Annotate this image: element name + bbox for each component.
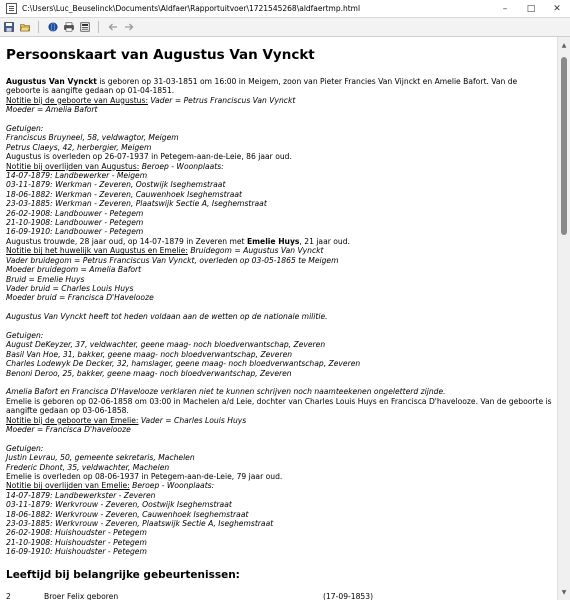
scroll-up-icon[interactable]: ▲ [561, 41, 567, 49]
residence-line: 14-07-1879: Landbewerkster - Zeveren [6, 490, 156, 500]
marriage-note-label: Notitie bij het huwelijk van Augustus en Emelie: [6, 246, 188, 256]
person-name: Augustus Van Vynckt [6, 77, 97, 86]
vertical-scrollbar[interactable] [557, 37, 570, 600]
intro-text: is geboren op 31-03-1851 om 16:00 in Meigem, zoon van Pieter Francies Van Vijnckt en Amelie Bafort. Van de geboorte is aangifte gedaan op 01-04-1851. [6, 77, 518, 96]
window-title: C:\Users\Luc_Beuselinck\Documents\Aldfaer\Rapportuitvoer\1721545268\aldfaertmp.html [22, 4, 361, 13]
marriage-note-text: Bruidegom = Augustus Van Vynckt [187, 246, 324, 256]
residence-line: 26-02-1908: Landbouwer - Petegem [6, 208, 144, 218]
residence-line: 03-11-1879: Werkvrouw - Zeveren, Oostwijk Iseghemstraat [6, 500, 232, 510]
death-note [6, 162, 552, 171]
spouse-death-note [6, 481, 552, 490]
open-icon[interactable] [18, 20, 32, 34]
event-date: (17-09-1853) [323, 591, 374, 600]
save-icon[interactable] [2, 20, 16, 34]
witness-line: Franciscus Bruyneel, 58, veldwagtor, Meigem [6, 133, 179, 143]
marriage-text: Augustus trouwde, 28 jaar oud, op 14-07-1879 in Zeveren met [6, 236, 247, 246]
witness-line: August DeKeyzer, 37, veldwachter, geene maag- noch bloedverwantschap, Zeveren [6, 340, 326, 350]
close-button[interactable]: ✕ [553, 3, 561, 14]
marriage-detail: Vader bruidegom = Petrus Franciscus Van Vynckt, overleden op 03-05-1865 te Meigem [6, 255, 339, 265]
intro-paragraph [6, 77, 552, 96]
militia-line: Augustus Van Vynckt heeft tot heden voldaan aan de wetten op de nationale militie. [6, 312, 328, 322]
birth-note-label: Notitie bij de geboorte van Augustus: [6, 95, 149, 105]
death-line: Augustus is overleden op 26-07-1937 in Petegem-aan-de-Leie, 86 jaar oud. [6, 152, 292, 162]
residence-line: 23-03-1885: Werkvrouw - Zeveren, Plaatswijk Sectie A, Iseghemstraat [6, 519, 274, 529]
residence-line: 14-07-1879: Landbewerker - Meigem [6, 171, 148, 181]
forward-icon[interactable] [122, 20, 136, 34]
witness-line: Petrus Claeys, 42, herbergier, Meigem [6, 142, 152, 152]
birth-note-text: Vader = Petrus Franciscus Van Vynckt [148, 95, 296, 105]
scroll-down-icon[interactable]: ▼ [561, 588, 567, 596]
toolbar-separator [38, 21, 39, 33]
marriage-detail: Vader bruid = Charles Louis Huys [6, 283, 134, 293]
globe-icon[interactable] [46, 20, 60, 34]
spouse-birth-note [6, 416, 552, 425]
birth-note [6, 96, 552, 105]
spouse-death-note-text: Beroep - Woonplaats: [129, 481, 215, 491]
marriage-detail: Moeder bruid = Francisca D'Havelooze [6, 293, 154, 303]
scrollbar-thumb[interactable] [561, 57, 567, 235]
witnesses-label: Getuigen: [6, 330, 44, 340]
event-age: 2 [6, 591, 11, 600]
marriage-line [6, 237, 552, 246]
window-titlebar [0, 0, 570, 18]
back-icon[interactable] [106, 20, 120, 34]
print-icon[interactable] [62, 20, 76, 34]
toolbar [0, 18, 570, 37]
spouse-birth-note-label: Notitie bij de geboorte van Emelie: [6, 415, 139, 425]
marriage-age: , 21 jaar oud. [299, 236, 350, 246]
birth-note-mother: Moeder = Amelia Bafort [6, 105, 98, 115]
death-note-label: Notitie bij overlijden van Augustus: [6, 161, 140, 171]
residence-line: 18-06-1882: Werkvrouw - Zeveren, Cauwenhoek Iseghemstraat [6, 509, 249, 519]
marriage-note [6, 246, 552, 255]
marriage-detail: Moeder bruidegom = Amelia Bafort [6, 265, 142, 275]
residence-line: 16-09-1910: Landbouwer - Petegem [6, 227, 144, 237]
residence-line: 23-03-1885: Werkman - Zeveren, Plaatswijk Sectie A, Iseghemstraat [6, 199, 267, 209]
preview-icon[interactable] [78, 20, 92, 34]
spouse-death-note-label: Notitie bij overlijden van Emelie: [6, 481, 130, 491]
spouse-name: Emelie Huys [246, 236, 300, 246]
marriage-detail: Bruid = Emelie Huys [6, 274, 85, 284]
events-heading: Leeftijd bij belangrijke gebeurtenissen: [6, 568, 240, 581]
witnesses-label: Getuigen: [6, 443, 44, 453]
residence-line: 21-10-1908: Huishoudster - Petegem [6, 537, 147, 547]
maximize-button[interactable]: □ [526, 3, 536, 14]
residence-line: 21-10-1908: Landbouwer - Petegem [6, 218, 144, 228]
witnesses-label: Getuigen: [6, 124, 44, 134]
page-title: Persoonskaart van Augustus Van Vynckt [6, 47, 315, 63]
witness-line: Benoni Deroo, 25, bakker, geene maag- noch bloedverwantschap, Zeveren [6, 368, 292, 378]
spouse-death-line: Emelie is overleden op 08-06-1937 in Petegem-aan-de-Leie, 79 jaar oud. [6, 471, 283, 481]
residence-line: 18-06-1882: Werkman - Zeveren, Cauwenhoek Iseghemstraat [6, 189, 243, 199]
witness-line: Basil Van Hoe, 31, bakker, geene maag- noch bloedverwantschap, Zeveren [6, 349, 293, 359]
witness-line: Justin Levrau, 50, gemeente sekretaris, Machelen [6, 453, 195, 463]
residence-line: 26-02-1908: Huishoudster - Petegem [6, 528, 147, 538]
residence-line: 16-09-1910: Huishoudster - Petegem [6, 547, 147, 557]
spouse-birth-note-text: Vader = Charles Louis Huys [138, 415, 247, 425]
event-row [6, 592, 552, 600]
residence-line: 03-11-1879: Werkman - Zeveren, Oostwijk Iseghemstraat [6, 180, 226, 190]
spouse-birth-line: Emelie is geboren op 02-06-1858 om 03:00 in Machelen a/d Leie, dochter van Charles Louis Huys en Francisca D'havelooze. Van de geboorte is aangifte gedaan op 03-06-1858. [6, 396, 552, 416]
spouse-birth-note-mother: Moeder = Francisca D'havelooze [6, 424, 131, 434]
cannot-write-line: Amelia Bafort en Francisca D'Havelooze verklaren niet te kunnen schrijven noch naamteekenen ongeletterd zijnde. [6, 387, 446, 397]
death-note-text: Beroep - Woonplaats: [139, 161, 224, 171]
witness-line: Frederic Dhont, 35, veldwachter, Machelen [6, 462, 170, 472]
toolbar-separator [98, 21, 99, 33]
event-description: Broer Felix geboren [44, 591, 119, 600]
report-content [0, 37, 558, 600]
document-icon [6, 3, 17, 14]
minimize-button[interactable]: – [502, 3, 508, 14]
witness-line: Charles Lodewyk De Decker, 32, hamslager, geene maag- noch bloedverwantschap, Zeveren [6, 359, 361, 369]
